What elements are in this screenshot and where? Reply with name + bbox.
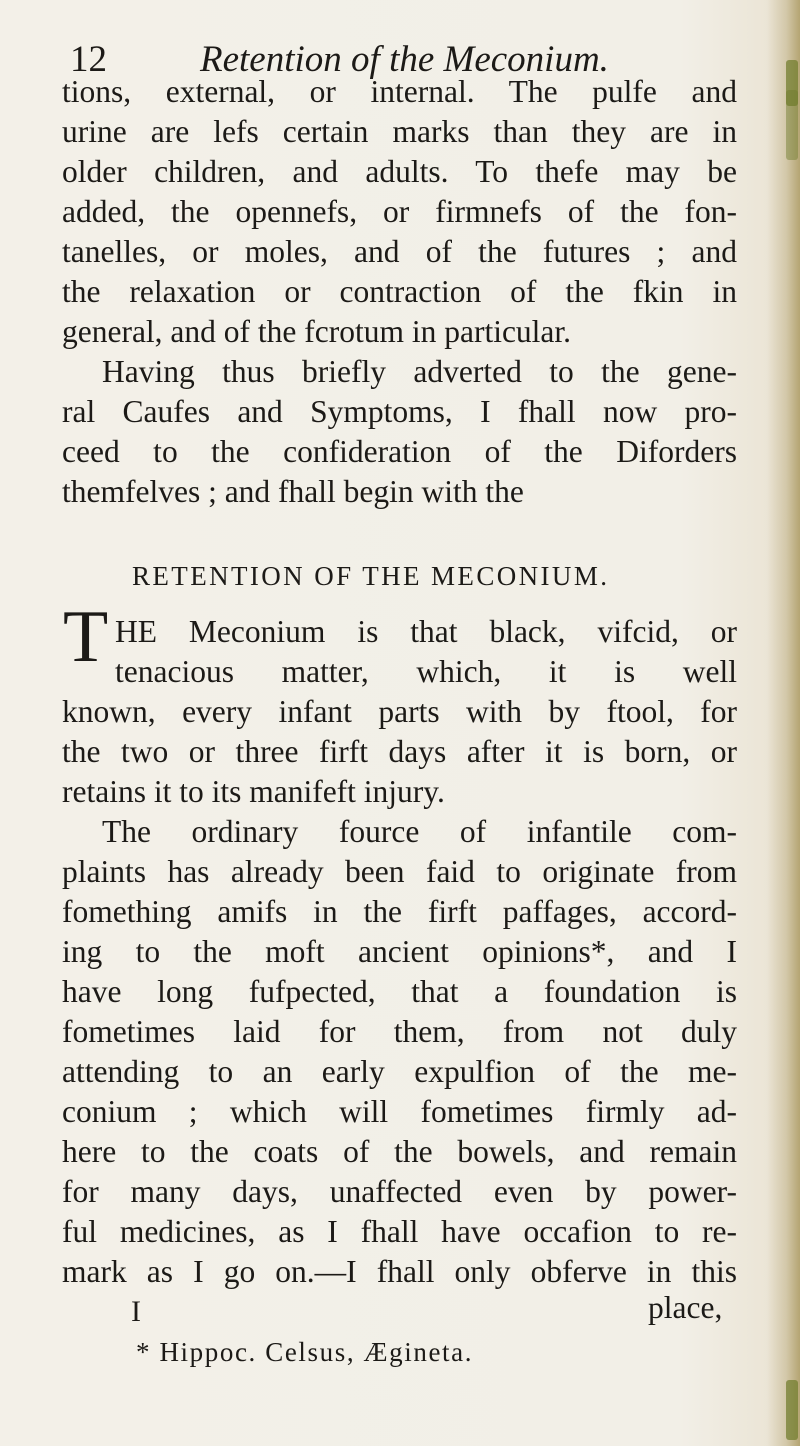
footnote: * Hippoc. Celsus, Ægineta.: [136, 1337, 474, 1367]
edge-stain-mark: [786, 90, 798, 160]
text-line: fometimes laid for them, from not duly: [62, 1014, 737, 1049]
running-head: Retention of the Meconium.: [200, 39, 609, 80]
signature-mark: I: [131, 1295, 141, 1328]
text-line: the relaxation or contraction of the fkin in: [62, 274, 737, 309]
catchword: place,: [648, 1290, 723, 1325]
text-line: tions, external, or internal. The pulfe and: [62, 74, 737, 109]
text-line: retains it to its manifeft injury.: [62, 774, 445, 809]
text-line: The ordinary fource of infantile com-: [102, 814, 737, 849]
text-line: the two or three firft days after it is born, or: [62, 734, 737, 769]
text-line: themfelves ; and fhall begin with the: [62, 474, 524, 509]
edge-stain-mark: [786, 1380, 798, 1440]
text-line: ful medicines, as I fhall have occafion to re-: [62, 1214, 737, 1249]
text-line: ceed to the confideration of the Diforders: [62, 434, 737, 469]
text-line: tenacious matter, which, it is well: [115, 654, 737, 689]
text-line: urine are lefs certain marks than they are in: [62, 114, 737, 149]
text-line: have long fufpected, that a foundation is: [62, 974, 737, 1009]
text-line: older children, and adults. To thefe may be: [62, 154, 737, 189]
text-line: ing to the moft ancient opinions*, and I: [62, 934, 737, 969]
text-line: here to the coats of the bowels, and remain: [62, 1134, 737, 1169]
drop-cap: T: [63, 596, 107, 678]
text-line: tanelles, or moles, and of the futures ; and: [62, 234, 737, 269]
text-line: general, and of the fcrotum in particular.: [62, 314, 572, 349]
text-line: known, every infant parts with by ftool, for: [62, 694, 737, 729]
text-line: ral Caufes and Symptoms, I fhall now pro-: [62, 394, 737, 429]
page-number: 12: [70, 39, 107, 80]
text-line: plaints has already been faid to originate from: [62, 854, 737, 889]
text-line: added, the opennefs, or firmnefs of the fon-: [62, 194, 737, 229]
text-line: fomething amifs in the firft paffages, accord-: [62, 894, 737, 929]
text-line: HE Meconium is that black, vifcid, or: [115, 614, 737, 649]
text-line: conium ; which will fometimes firmly ad-: [62, 1094, 737, 1129]
text-line: Having thus briefly adverted to the gene-: [102, 354, 737, 389]
text-line: for many days, unaffected even by power-: [62, 1174, 737, 1209]
text-line: mark as I go on.—I fhall only obferve in this: [62, 1254, 737, 1289]
text-line: attending to an early expulfion of the me-: [62, 1054, 737, 1089]
page-edge-stain: [766, 0, 800, 1446]
section-heading: RETENTION OF THE MECONIUM.: [132, 561, 610, 591]
